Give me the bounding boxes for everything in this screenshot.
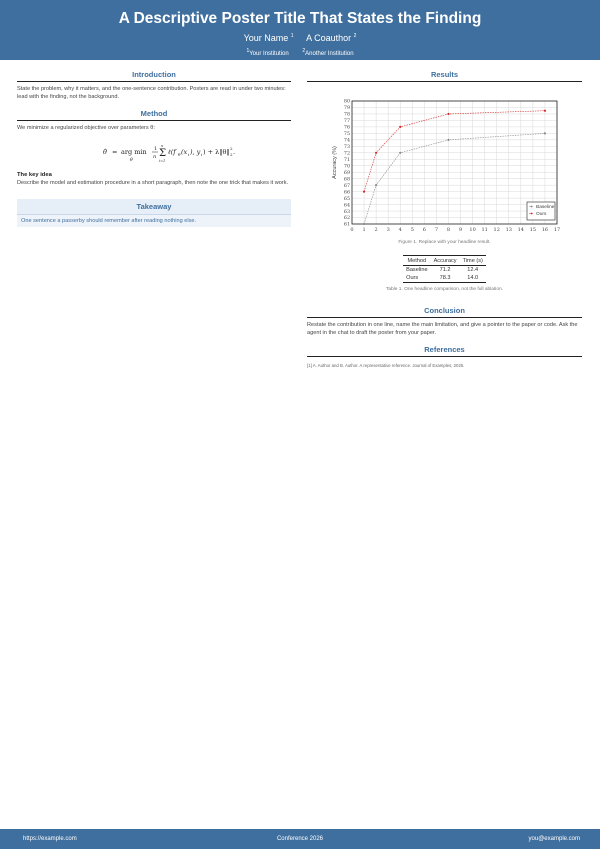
affiliation-list xyxy=(0,47,600,58)
y-tick-label: 62 xyxy=(343,216,350,222)
introduction-text: State the problem, why it matters, and the one-sentence contribution. Posters are read in under two minutes: lead with the finding, not the background. xyxy=(17,86,286,100)
x-tick-label: 4 xyxy=(398,227,402,233)
y-tick-label: 64 xyxy=(343,203,350,209)
y-tick-label: 74 xyxy=(343,138,350,144)
table-header: Method xyxy=(403,256,430,266)
table-header: Accuracy xyxy=(431,256,460,266)
x-tick-label: 2 xyxy=(374,227,378,233)
author: A Coauthor $^2$ xyxy=(306,33,357,43)
footer-email[interactable]: you@example.com xyxy=(528,836,580,842)
svg-text:arg min: arg min xyxy=(121,147,147,156)
y-tick-label: 71 xyxy=(343,157,350,163)
x-tick-label: 10 xyxy=(469,227,476,233)
y-tick-label: 75 xyxy=(343,132,350,138)
x-tick-label: 14 xyxy=(517,227,525,233)
affiliation: $^2$Another Institution xyxy=(302,48,354,57)
x-tick-label: 11 xyxy=(481,227,488,233)
table-cell: 78.3 xyxy=(431,274,460,283)
legend-marker xyxy=(531,206,533,208)
results-chart xyxy=(307,86,582,236)
x-tick-label: 6 xyxy=(422,227,426,233)
x-tick-label: 15 xyxy=(529,227,537,233)
x-tick-label: 9 xyxy=(458,227,463,233)
table-cell: Baseline xyxy=(406,267,428,273)
series-line-ours xyxy=(364,111,545,192)
poster-header xyxy=(0,0,600,60)
table-cell: 12.4 xyxy=(467,267,479,273)
svg-text:), y: ), y xyxy=(190,147,201,156)
data-point-baseline xyxy=(544,132,546,134)
legend-marker xyxy=(531,213,533,215)
x-tick-label: 1 xyxy=(362,227,366,233)
svg-text:i=1: i=1 xyxy=(159,158,166,163)
table-row xyxy=(403,274,486,283)
table-row xyxy=(403,266,486,275)
svg-text:2: 2 xyxy=(230,151,233,157)
key-idea-title: The key idea xyxy=(17,171,52,178)
results-figure xyxy=(307,86,582,236)
svg-text:1: 1 xyxy=(154,145,158,152)
author: Your Name $^1$ xyxy=(243,33,294,43)
figure-caption: Figure 1. Replace with your headline result. xyxy=(398,240,491,245)
data-point-baseline xyxy=(363,223,365,225)
x-tick-label: 17 xyxy=(553,227,561,233)
table-caption: Table 1. One headline comparison, not the full ablation. xyxy=(385,287,504,292)
y-tick-label: 68 xyxy=(343,177,350,183)
y-tick-label: 66 xyxy=(343,190,350,196)
results-table xyxy=(403,255,486,283)
svg-text:θ̂: θ̂ xyxy=(103,147,107,156)
conclusion-title: Conclusion xyxy=(307,306,582,318)
left-column xyxy=(17,70,291,227)
table-header-row xyxy=(403,256,486,266)
objective-formula xyxy=(17,142,291,162)
table-cell: 71.2 xyxy=(439,267,451,273)
method-text: We minimize a regularized objective over parameters θ: xyxy=(17,125,155,132)
data-point-baseline xyxy=(447,139,449,141)
y-tick-label: 78 xyxy=(343,112,350,118)
table-cell: 14.0 xyxy=(460,274,486,283)
x-tick-label: 3 xyxy=(386,227,390,233)
legend-label: Ours xyxy=(536,212,547,217)
svg-text:) + λ‖θ‖: ) + λ‖θ‖ xyxy=(203,147,230,156)
x-tick-label: 13 xyxy=(505,227,512,233)
svg-text:θ: θ xyxy=(178,151,181,157)
svg-text:.: . xyxy=(233,147,236,156)
legend-label: Baseline xyxy=(536,205,555,210)
y-tick-label: 77 xyxy=(343,119,350,125)
data-point-baseline xyxy=(375,184,377,186)
y-tick-label: 61 xyxy=(343,222,350,228)
data-point-ours xyxy=(363,191,365,193)
x-tick-label: 8 xyxy=(446,227,451,233)
svg-text:n: n xyxy=(161,143,164,148)
footer-url[interactable]: https://example.com xyxy=(23,836,77,842)
x-tick-label: 16 xyxy=(541,227,549,233)
svg-text:Σ: Σ xyxy=(159,147,167,159)
data-point-ours xyxy=(447,113,449,115)
y-tick-label: 80 xyxy=(343,99,350,105)
plot-frame xyxy=(352,101,557,224)
svg-text:i: i xyxy=(201,151,203,157)
poster-footer xyxy=(0,829,600,849)
svg-text:2: 2 xyxy=(230,145,233,151)
svg-text:i: i xyxy=(188,151,190,157)
y-tick-label: 70 xyxy=(343,164,350,170)
method-title: Method xyxy=(17,109,291,121)
y-tick-label: 63 xyxy=(343,209,350,215)
y-tick-label: 72 xyxy=(343,151,350,157)
x-tick-label: 12 xyxy=(493,227,500,233)
y-tick-label: 67 xyxy=(343,183,350,189)
right-column xyxy=(307,70,582,368)
table-header: Time (s) xyxy=(460,256,486,266)
table-cell: Ours xyxy=(403,274,430,283)
data-point-baseline xyxy=(399,152,401,154)
svg-text:θ: θ xyxy=(130,157,133,163)
introduction-title: Introduction xyxy=(17,70,291,82)
y-axis-label: Accuracy (%) xyxy=(332,146,338,179)
reference-item: [1] A. Author and B. Author. A representative reference. Journal of Examples, 2025. xyxy=(307,363,465,369)
author-list xyxy=(0,30,600,44)
takeaway-title: Takeaway xyxy=(17,199,291,215)
x-tick-label: 5 xyxy=(410,227,414,233)
svg-text:=: = xyxy=(112,147,118,156)
conclusion-text: Restate the contribution in one line, name the main limitation, and give a pointer to the paper or code. Ask the agent in the chat to draft the poster from your paper. xyxy=(307,322,578,336)
data-point-ours xyxy=(544,110,546,112)
references-title: References xyxy=(307,345,582,357)
y-tick-label: 73 xyxy=(343,145,350,151)
footer-conference: Conference 2026 xyxy=(276,836,324,842)
results-title: Results xyxy=(307,70,582,82)
y-tick-label: 65 xyxy=(343,196,350,202)
key-idea-text: Describe the model and estimation procedure in a short paragraph, then note the one trick that makes it work. xyxy=(17,179,289,186)
x-tick-label: 7 xyxy=(434,227,439,233)
svg-text:n: n xyxy=(153,153,157,160)
data-point-ours xyxy=(375,152,377,154)
y-tick-label: 79 xyxy=(343,106,350,112)
affiliation: $^1$Your Institution xyxy=(246,48,289,57)
y-tick-label: 76 xyxy=(343,125,350,131)
x-tick-label: 0 xyxy=(350,227,354,233)
y-tick-label: 69 xyxy=(343,170,350,176)
svg-text:(x: (x xyxy=(181,147,188,156)
data-point-ours xyxy=(399,126,401,128)
poster-title: A Descriptive Poster Title That States the Finding xyxy=(118,10,482,27)
takeaway-text: One sentence a passerby should remember after reading nothing else. xyxy=(17,215,291,227)
formula-svg xyxy=(17,142,291,164)
svg-text:ℓ(f: ℓ(f xyxy=(168,147,176,156)
